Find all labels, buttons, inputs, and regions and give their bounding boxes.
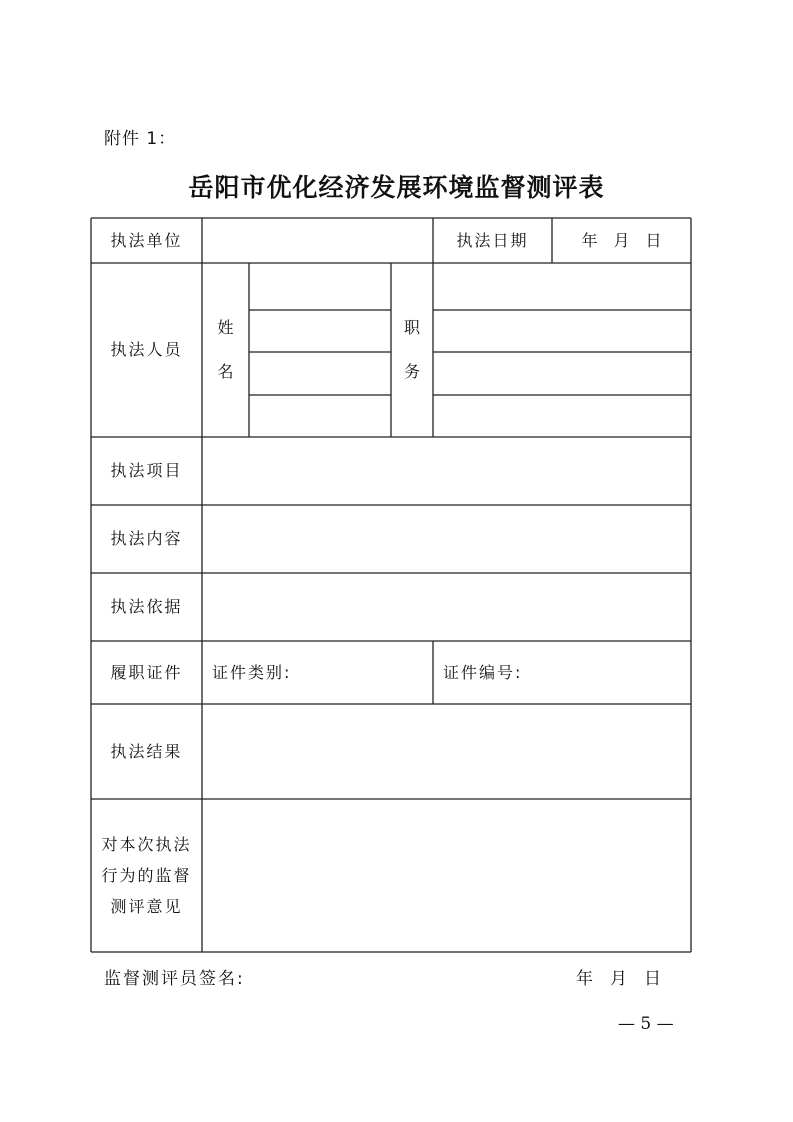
result-label: 执法结果 xyxy=(110,741,183,761)
position-label-char-1: 职 xyxy=(403,318,420,337)
personnel-label: 执法人员 xyxy=(110,340,183,359)
opinion-label-line-3: 测评意见 xyxy=(110,897,183,916)
attachment-label: 附件 1： xyxy=(104,129,177,149)
position-label xyxy=(391,263,433,437)
content-field[interactable] xyxy=(202,505,691,573)
unit-field[interactable] xyxy=(202,218,433,263)
unit-label: 执法单位 xyxy=(110,230,183,250)
position-label-char-2: 务 xyxy=(403,362,420,381)
basis-field[interactable] xyxy=(202,573,691,641)
name-field-1[interactable] xyxy=(249,263,391,310)
date-field[interactable]: 年 月 日 xyxy=(581,230,662,250)
project-label: 执法项目 xyxy=(110,461,183,480)
position-field-1[interactable] xyxy=(433,263,691,310)
opinion-label-line-2: 行为的监督 xyxy=(101,866,192,885)
certificate-number-field[interactable]: 证件编号: xyxy=(443,662,523,682)
name-label-char-2: 名 xyxy=(217,362,234,381)
basis-label: 执法依据 xyxy=(110,597,183,616)
page-number: — 5 — xyxy=(618,1014,674,1034)
project-field[interactable] xyxy=(202,437,691,505)
name-field-2[interactable] xyxy=(249,310,391,352)
name-field-4[interactable] xyxy=(249,395,391,437)
signature-label: 监督测评员签名: xyxy=(104,969,245,989)
opinion-field[interactable] xyxy=(202,799,691,952)
result-field[interactable] xyxy=(202,704,691,799)
opinion-label-line-1: 对本次执法 xyxy=(101,835,192,854)
content-label: 执法内容 xyxy=(110,529,183,548)
page-title: 岳阳市优化经济发展环境监督测评表 xyxy=(188,173,605,202)
name-label xyxy=(202,263,249,437)
position-field-2[interactable] xyxy=(433,310,691,352)
position-field-3[interactable] xyxy=(433,352,691,395)
certificate-label: 履职证件 xyxy=(110,662,183,682)
certificate-type-field[interactable]: 证件类别: xyxy=(212,662,292,682)
signature-date: 年 月 日 xyxy=(576,969,661,989)
opinion-label xyxy=(91,799,202,952)
name-field-3[interactable] xyxy=(249,352,391,395)
date-label: 执法日期 xyxy=(456,230,529,250)
position-field-4[interactable] xyxy=(433,395,691,437)
name-label-char-1: 姓 xyxy=(217,318,234,337)
